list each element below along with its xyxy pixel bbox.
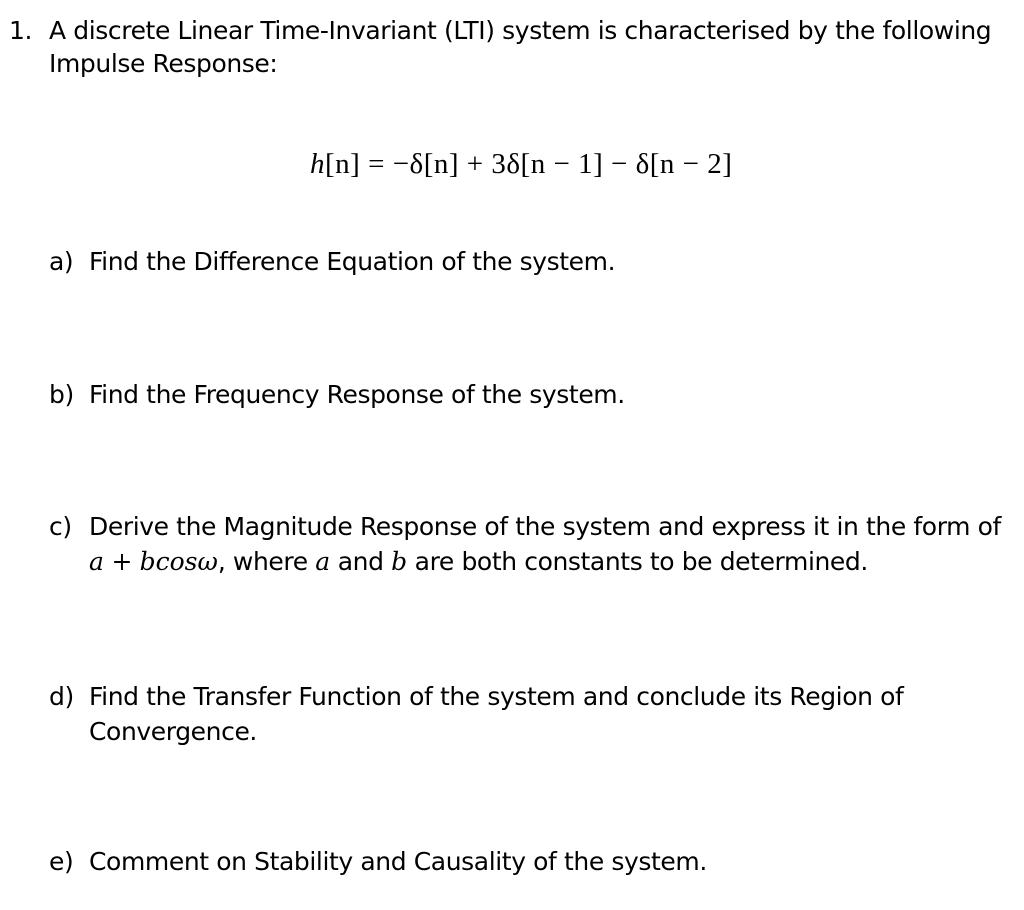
part-e-text: Comment on Stability and Causality of the system. (89, 847, 707, 876)
question-number: 1. (9, 16, 33, 45)
part-c-after-expr: , where (217, 547, 316, 576)
part-b-label: b) (49, 380, 74, 409)
equation-term-3: δ[n − 2] (635, 148, 733, 180)
equation-equals: = (360, 148, 393, 180)
part-c-tail: are both constants to be determined. (407, 547, 868, 576)
part-c-line-1: Derive the Magnitude Response of the system and express it in the form of (89, 512, 1001, 541)
equation-lhs-arg: [n] (325, 148, 361, 180)
part-a-text: Find the Difference Equation of the system. (89, 247, 616, 276)
equation-op-1: + (459, 148, 492, 180)
part-c-text (89, 509, 1009, 579)
impulse-response-equation (310, 144, 732, 184)
part-b (49, 377, 1009, 417)
part-a (49, 244, 1009, 284)
part-e (49, 844, 1009, 884)
math-var-a: a (315, 547, 331, 576)
part-d-text: Find the Transfer Function of the system and conclude its Region of Convergence. (89, 682, 904, 746)
math-plus: + (103, 547, 140, 576)
part-c-label: c) (49, 512, 72, 541)
part-a-label: a) (49, 247, 74, 276)
equation-op-2: − (603, 148, 636, 180)
part-c-and: and (330, 547, 392, 576)
part-d (49, 679, 1009, 759)
math-expr-a: a (89, 547, 104, 576)
part-e-label: e) (49, 847, 74, 876)
part-b-text: Find the Frequency Response of the system. (89, 380, 625, 409)
equation-term-1: −δ[n] (392, 148, 460, 180)
part-d-label: d) (49, 682, 74, 711)
equation-lhs: h (310, 148, 325, 180)
math-var-b: b (391, 547, 408, 576)
math-expr-b: bcosω (139, 547, 218, 576)
question-intro: A discrete Linear Time-Invariant (LTI) system is characterised by the following Impulse Response: (49, 16, 992, 78)
equation-term-2: 3δ[n − 1] (491, 148, 604, 180)
part-c (49, 509, 1009, 589)
